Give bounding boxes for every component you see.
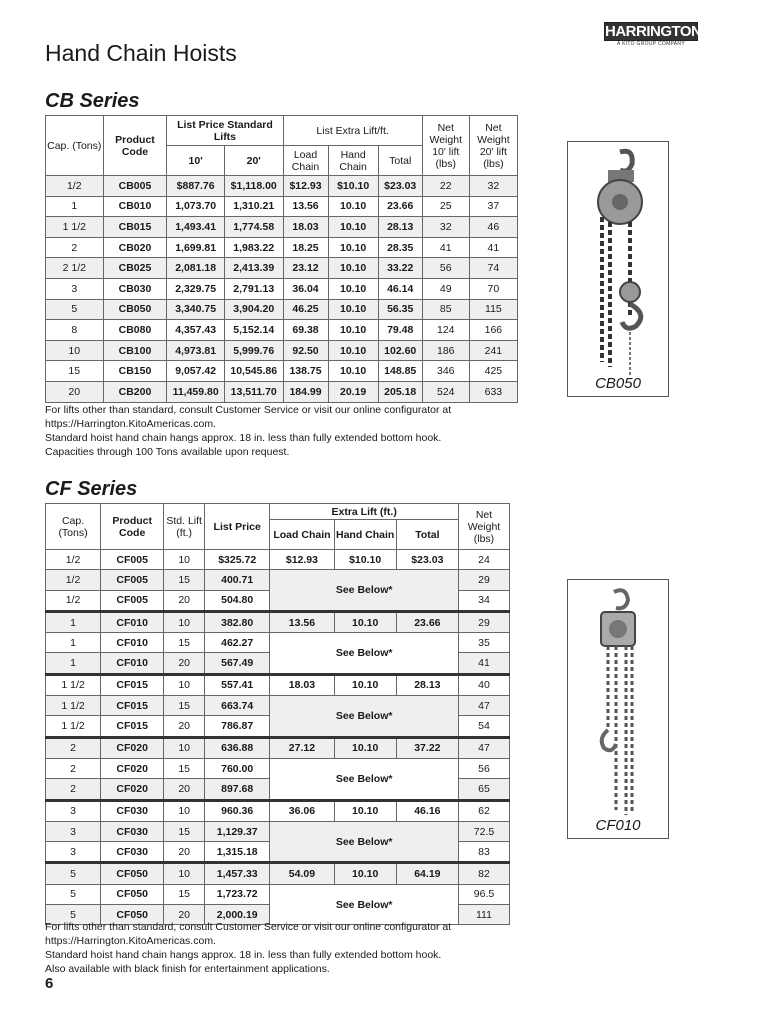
cb-cell-code: CB150 (103, 361, 167, 382)
cf-cell-code: CF030 (101, 821, 164, 841)
cb-cell-price-10: 3,340.75 (167, 299, 225, 320)
cf-table-row (46, 633, 510, 653)
cf-cell-code: CF050 (101, 884, 164, 904)
cf-cell-weight: 47 (458, 696, 509, 716)
cb-cell-total: 148.85 (378, 361, 422, 382)
cb-cell-total: 79.48 (378, 320, 422, 341)
cf-cell-load-chain: $12.93 (270, 550, 334, 570)
cb-cell-total: 33.22 (378, 258, 422, 279)
cb-header-extra-lift: List Extra Lift/ft. (283, 116, 422, 146)
cf-cell-weight: 62 (458, 800, 509, 821)
cf-cell-cap: 1 (46, 633, 101, 653)
cf-cell-load-chain: 18.03 (270, 674, 334, 695)
cb-header-hand-chain: Hand Chain (328, 146, 378, 176)
cf-cell-lift: 15 (164, 696, 205, 716)
cf-cell-hand-chain: 10.10 (334, 800, 396, 821)
cb-cell-weight-20: 241 (469, 340, 517, 361)
cf-price-table (45, 503, 510, 925)
cf-cell-weight: 35 (458, 633, 509, 653)
cf-cell-weight: 56 (458, 758, 509, 778)
cb-cell-code: CB025 (103, 258, 167, 279)
cb-cell-weight-10: 85 (422, 299, 469, 320)
cf-cell-total: 23.66 (396, 611, 458, 632)
cb-cell-hand-chain: 10.10 (328, 258, 378, 279)
cb-header-cap: Cap. (Tons) (46, 116, 104, 176)
cf-cell-lift: 10 (164, 611, 205, 632)
cf-cell-cap: 2 (46, 737, 101, 758)
cb-cell-weight-20: 425 (469, 361, 517, 382)
cf-cell-total: 64.19 (396, 863, 458, 884)
cb-cell-code: CB050 (103, 299, 167, 320)
cf-cell-lift: 20 (164, 590, 205, 611)
cf-cell-price: 1,129.37 (205, 821, 270, 841)
cf-cell-price: 663.74 (205, 696, 270, 716)
cf-cell-price: 567.49 (205, 653, 270, 674)
cb-cell-cap: 8 (46, 320, 104, 341)
cf-cell-price: 382.80 (205, 611, 270, 632)
cb-cell-price-20: 5,152.14 (224, 320, 283, 341)
cb-cell-hand-chain: 10.10 (328, 361, 378, 382)
cb-cell-hand-chain: $10.10 (328, 176, 378, 197)
cb-table-row (46, 237, 518, 258)
cb-cell-price-10: 11,459.80 (167, 381, 225, 402)
cb-table-row (46, 258, 518, 279)
cb-cell-cap: 10 (46, 340, 104, 361)
cb-table-row (46, 361, 518, 382)
cb-cell-price-20: 5,999.76 (224, 340, 283, 361)
cf-cell-lift: 20 (164, 779, 205, 800)
cf-table-row (46, 674, 510, 695)
cf-cell-cap: 2 (46, 779, 101, 800)
cf-cell-code: CF005 (101, 570, 164, 590)
cb-cell-code: CB030 (103, 278, 167, 299)
cb-cell-load-chain: 13.56 (283, 196, 328, 217)
cb-table-row (46, 278, 518, 299)
cf-cell-price: 2,000.19 (205, 905, 270, 925)
cb-cell-weight-10: 124 (422, 320, 469, 341)
cf-cell-lift: 15 (164, 821, 205, 841)
cf-cell-see-below: See Below* (270, 758, 459, 800)
cf-cell-lift: 20 (164, 842, 205, 863)
cb-cell-hand-chain: 10.10 (328, 278, 378, 299)
cb-cell-price-10: 1,073.70 (167, 196, 225, 217)
cb-cell-code: CB015 (103, 217, 167, 238)
cf-header-weight: Net Weight (lbs) (458, 504, 509, 550)
cf-cell-cap: 1 1/2 (46, 674, 101, 695)
cb-cell-code: CB200 (103, 381, 167, 402)
cf-cell-weight: 40 (458, 674, 509, 695)
cf-cell-see-below: See Below* (270, 696, 459, 738)
cf-cell-total: $23.03 (396, 550, 458, 570)
cb-note-capacities: Capacities through 100 Tons available upon request. (45, 446, 290, 458)
cf-cell-hand-chain: 10.10 (334, 674, 396, 695)
cf-table-row (46, 737, 510, 758)
cb-cell-total: 28.35 (378, 237, 422, 258)
cf-cell-weight: 34 (458, 590, 509, 611)
cf-cell-lift: 15 (164, 570, 205, 590)
cb-cell-total: 46.14 (378, 278, 422, 299)
cf-photo-caption: CF010 (595, 817, 641, 834)
cf-header-cap: Cap. (Tons) (46, 504, 101, 550)
cf-cell-load-chain: 54.09 (270, 863, 334, 884)
cf-cell-weight: 24 (458, 550, 509, 570)
cf-table-row (46, 821, 510, 841)
cb-cell-weight-20: 32 (469, 176, 517, 197)
cf-cell-weight: 72.5 (458, 821, 509, 841)
cb-cell-load-chain: 69.38 (283, 320, 328, 341)
cb-cell-hand-chain: 10.10 (328, 217, 378, 238)
cb-table-row (46, 176, 518, 197)
cf-cell-total: 37.22 (396, 737, 458, 758)
cf-cell-lift: 10 (164, 863, 205, 884)
cf-cell-lift: 10 (164, 674, 205, 695)
cb-cell-price-20: 1,983.22 (224, 237, 283, 258)
cb-cell-cap: 2 1/2 (46, 258, 104, 279)
cf-cell-code: CF050 (101, 863, 164, 884)
cb-cell-cap: 3 (46, 278, 104, 299)
cb-cell-price-20: $1,118.00 (224, 176, 283, 197)
cf-cell-weight: 41 (458, 653, 509, 674)
cf-cell-hand-chain: 10.10 (334, 863, 396, 884)
cf-cell-code: CF010 (101, 653, 164, 674)
cb-table-row (46, 340, 518, 361)
cb-cell-price-20: 2,791.13 (224, 278, 283, 299)
cb-cell-price-10: 1,699.81 (167, 237, 225, 258)
cb-cell-hand-chain: 20.19 (328, 381, 378, 402)
cb-cell-load-chain: 18.25 (283, 237, 328, 258)
cb-cell-weight-20: 37 (469, 196, 517, 217)
cb-cell-price-20: 13,511.70 (224, 381, 283, 402)
cb-cell-weight-20: 74 (469, 258, 517, 279)
cf-cell-see-below: See Below* (270, 821, 459, 863)
cf-cell-price: 1,723.72 (205, 884, 270, 904)
cb-cell-load-chain: 23.12 (283, 258, 328, 279)
cf-cell-price: 960.36 (205, 800, 270, 821)
cf-cell-total: 28.13 (396, 674, 458, 695)
cf-cell-code: CF015 (101, 696, 164, 716)
cb050-hoist-image (567, 141, 669, 397)
cf-cell-cap: 3 (46, 842, 101, 863)
cf-cell-lift: 10 (164, 800, 205, 821)
cf-cell-see-below: See Below* (270, 884, 459, 925)
cb-cell-weight-10: 41 (422, 237, 469, 258)
cb-cell-total: 205.18 (378, 381, 422, 402)
cf-cell-weight: 29 (458, 570, 509, 590)
cb-price-table (45, 115, 518, 403)
cf-table-row (46, 696, 510, 716)
cf-cell-lift: 15 (164, 633, 205, 653)
cb-cell-weight-10: 25 (422, 196, 469, 217)
cb-table-row (46, 320, 518, 341)
cf-cell-code: CF020 (101, 737, 164, 758)
cf-series-title: CF Series (45, 478, 138, 500)
cf-table-row (46, 884, 510, 904)
cb-cell-code: CB100 (103, 340, 167, 361)
cf-cell-weight: 65 (458, 779, 509, 800)
cf-note-hand-chain: Standard hoist hand chain hangs approx. 18 in. less than fully extended bottom hook. (45, 949, 442, 961)
cf-cell-lift: 15 (164, 758, 205, 778)
cb-cell-code: CB080 (103, 320, 167, 341)
cb-table-row (46, 299, 518, 320)
cf-cell-code: CF020 (101, 779, 164, 800)
cb-cell-price-10: 9,057.42 (167, 361, 225, 382)
cb-note-configurator: For lifts other than standard, consult Customer Service or visit our online configurator at https://Harrington.KitoAmericas.com. (45, 404, 452, 430)
cf-cell-lift: 20 (164, 716, 205, 737)
cf-cell-lift: 10 (164, 550, 205, 570)
cb-table-body (46, 176, 518, 403)
cb-header-price-20: 20' (224, 146, 283, 176)
cf-cell-lift: 10 (164, 737, 205, 758)
cb-cell-total: 102.60 (378, 340, 422, 361)
cb-cell-cap: 5 (46, 299, 104, 320)
cf-cell-price: 462.27 (205, 633, 270, 653)
cb-header-total: Total (378, 146, 422, 176)
cb-header-price-10: 10' (167, 146, 225, 176)
cf-cell-price: 504.80 (205, 590, 270, 611)
cf-header-price: List Price (205, 504, 270, 550)
cb-cell-cap: 2 (46, 237, 104, 258)
cf-cell-price: 897.68 (205, 779, 270, 800)
cf-cell-cap: 1 (46, 653, 101, 674)
cb-table-row (46, 217, 518, 238)
cb-cell-cap: 15 (46, 361, 104, 382)
cf-cell-price: 400.71 (205, 570, 270, 590)
cf-cell-cap: 2 (46, 758, 101, 778)
cf-cell-code: CF010 (101, 633, 164, 653)
cf-cell-price: 1,457.33 (205, 863, 270, 884)
cf-cell-cap: 1 1/2 (46, 696, 101, 716)
cf-cell-price: 1,315.18 (205, 842, 270, 863)
cf-notes (45, 920, 525, 976)
page-number: 6 (45, 975, 54, 992)
cb-cell-weight-10: 56 (422, 258, 469, 279)
cf-cell-cap: 1/2 (46, 570, 101, 590)
cb-cell-price-20: 1,774.58 (224, 217, 283, 238)
cb-cell-total: $23.03 (378, 176, 422, 197)
cf-table-row (46, 863, 510, 884)
cf-cell-cap: 3 (46, 800, 101, 821)
cb-cell-load-chain: 92.50 (283, 340, 328, 361)
cb-cell-total: 56.35 (378, 299, 422, 320)
cb-cell-weight-20: 633 (469, 381, 517, 402)
cf-header-hand-chain: Hand Chain (334, 520, 396, 550)
cb-header-weight-20: Net Weight 20' lift (lbs) (469, 116, 517, 176)
cf-cell-cap: 5 (46, 905, 101, 925)
cf-cell-price: 636.88 (205, 737, 270, 758)
cf-cell-price: 557.41 (205, 674, 270, 695)
cb-cell-weight-10: 49 (422, 278, 469, 299)
cb-cell-weight-20: 41 (469, 237, 517, 258)
cf-cell-load-chain: 13.56 (270, 611, 334, 632)
cf-cell-price: 760.00 (205, 758, 270, 778)
cb-table-row (46, 196, 518, 217)
cf-cell-code: CF030 (101, 842, 164, 863)
cf-cell-see-below: See Below* (270, 633, 459, 675)
cb-cell-hand-chain: 10.10 (328, 320, 378, 341)
cb-cell-load-chain: 36.04 (283, 278, 328, 299)
cf-cell-code: CF005 (101, 550, 164, 570)
cf-table-row (46, 758, 510, 778)
cb-cell-weight-20: 70 (469, 278, 517, 299)
cb-cell-load-chain: $12.93 (283, 176, 328, 197)
cb-cell-hand-chain: 10.10 (328, 237, 378, 258)
cb-header-load-chain: Load Chain (283, 146, 328, 176)
cf-cell-code: CF015 (101, 674, 164, 695)
chain-hoist-illustration (568, 580, 668, 838)
cb-cell-price-10: 4,973.81 (167, 340, 225, 361)
cb-cell-weight-10: 22 (422, 176, 469, 197)
cf-cell-cap: 5 (46, 863, 101, 884)
cb-cell-weight-20: 46 (469, 217, 517, 238)
cb-cell-load-chain: 18.03 (283, 217, 328, 238)
cf-cell-lift: 15 (164, 884, 205, 904)
cb-cell-code: CB005 (103, 176, 167, 197)
cf-cell-price: $325.72 (205, 550, 270, 570)
cf-cell-weight: 54 (458, 716, 509, 737)
cb-header-list-price: List Price Standard Lifts (167, 116, 283, 146)
cf-note-black-finish: Also available with black finish for entertainment applications. (45, 963, 330, 975)
cf-cell-code: CF050 (101, 905, 164, 925)
logo-subtitle: A KITO GROUP COMPANY (617, 41, 685, 47)
cb-photo-caption: CB050 (595, 375, 641, 392)
cb-cell-load-chain: 46.25 (283, 299, 328, 320)
cb-cell-price-20: 3,904.20 (224, 299, 283, 320)
cf-cell-code: CF005 (101, 590, 164, 611)
cf-cell-total: 46.16 (396, 800, 458, 821)
cf-table-row (46, 611, 510, 632)
cb-cell-code: CB010 (103, 196, 167, 217)
cf-header-total: Total (396, 520, 458, 550)
cf-cell-cap: 1/2 (46, 590, 101, 611)
cb-cell-hand-chain: 10.10 (328, 340, 378, 361)
cb-cell-total: 23.66 (378, 196, 422, 217)
cb-cell-weight-10: 524 (422, 381, 469, 402)
cb-cell-price-20: 10,545.86 (224, 361, 283, 382)
cb-cell-price-20: 1,310.21 (224, 196, 283, 217)
cf-cell-load-chain: 36.06 (270, 800, 334, 821)
cf-cell-price: 786.87 (205, 716, 270, 737)
cb-cell-price-10: 2,329.75 (167, 278, 225, 299)
cf-cell-hand-chain: 10.10 (334, 737, 396, 758)
cf010-hoist-image (567, 579, 669, 839)
cb-cell-price-10: 2,081.18 (167, 258, 225, 279)
cb-note-hand-chain: Standard hoist hand chain hangs approx. 18 in. less than fully extended bottom hook. (45, 432, 442, 444)
cf-cell-load-chain: 27.12 (270, 737, 334, 758)
cb-cell-price-20: 2,413.39 (224, 258, 283, 279)
cb-cell-load-chain: 184.99 (283, 381, 328, 402)
cf-cell-lift: 20 (164, 653, 205, 674)
cf-cell-cap: 1 (46, 611, 101, 632)
cf-cell-cap: 1/2 (46, 550, 101, 570)
cf-cell-code: CF030 (101, 800, 164, 821)
cf-cell-weight: 83 (458, 842, 509, 863)
cf-header-lift: Std. Lift (ft.) (164, 504, 205, 550)
cb-cell-weight-10: 32 (422, 217, 469, 238)
cf-cell-hand-chain: 10.10 (334, 611, 396, 632)
cb-notes (45, 403, 525, 459)
cb-series-title: CB Series (45, 90, 140, 112)
cf-cell-cap: 5 (46, 884, 101, 904)
harrington-logo (604, 22, 702, 47)
cb-header-code: Product Code (103, 116, 167, 176)
cf-cell-weight: 111 (458, 905, 509, 925)
cf-cell-weight: 96.5 (458, 884, 509, 904)
cf-cell-weight: 47 (458, 737, 509, 758)
chain-hoist-illustration (568, 142, 668, 396)
cf-header-code: Product Code (101, 504, 164, 550)
cf-header-load-chain: Load Chain (270, 520, 334, 550)
cf-cell-code: CF020 (101, 758, 164, 778)
cf-cell-cap: 1 1/2 (46, 716, 101, 737)
cb-cell-cap: 1/2 (46, 176, 104, 197)
cf-cell-weight: 82 (458, 863, 509, 884)
cb-cell-total: 28.13 (378, 217, 422, 238)
cb-cell-price-10: 1,493.41 (167, 217, 225, 238)
cb-header-weight-10: Net Weight 10' lift (lbs) (422, 116, 469, 176)
cf-table-row (46, 550, 510, 570)
cb-table-row (46, 381, 518, 402)
cb-cell-weight-10: 186 (422, 340, 469, 361)
cf-cell-hand-chain: $10.10 (334, 550, 396, 570)
cf-cell-code: CF010 (101, 611, 164, 632)
cb-cell-code: CB020 (103, 237, 167, 258)
logo-wordmark: HARRINGTON (605, 23, 702, 40)
cb-cell-cap: 1 1/2 (46, 217, 104, 238)
cf-table-row (46, 570, 510, 590)
cb-cell-price-10: $887.76 (167, 176, 225, 197)
cb-cell-cap: 20 (46, 381, 104, 402)
cf-table-body (46, 550, 510, 925)
cf-cell-see-below: See Below* (270, 570, 459, 612)
cf-cell-weight: 29 (458, 611, 509, 632)
cb-cell-weight-20: 115 (469, 299, 517, 320)
cf-table-row (46, 800, 510, 821)
cf-cell-lift: 20 (164, 905, 205, 925)
cf-header-extra-lift: Extra Lift (ft.) (270, 504, 459, 520)
cb-cell-price-10: 4,357.43 (167, 320, 225, 341)
cf-cell-code: CF015 (101, 716, 164, 737)
cb-cell-load-chain: 138.75 (283, 361, 328, 382)
cf-cell-cap: 3 (46, 821, 101, 841)
cb-cell-hand-chain: 10.10 (328, 299, 378, 320)
cb-cell-hand-chain: 10.10 (328, 196, 378, 217)
cb-cell-weight-20: 166 (469, 320, 517, 341)
cb-cell-cap: 1 (46, 196, 104, 217)
cf-note-configurator: For lifts other than standard, consult Customer Service or visit our online configurator at https://Harrington.KitoAmericas.com. (45, 921, 452, 947)
cb-cell-weight-10: 346 (422, 361, 469, 382)
page-title: Hand Chain Hoists (45, 40, 237, 66)
